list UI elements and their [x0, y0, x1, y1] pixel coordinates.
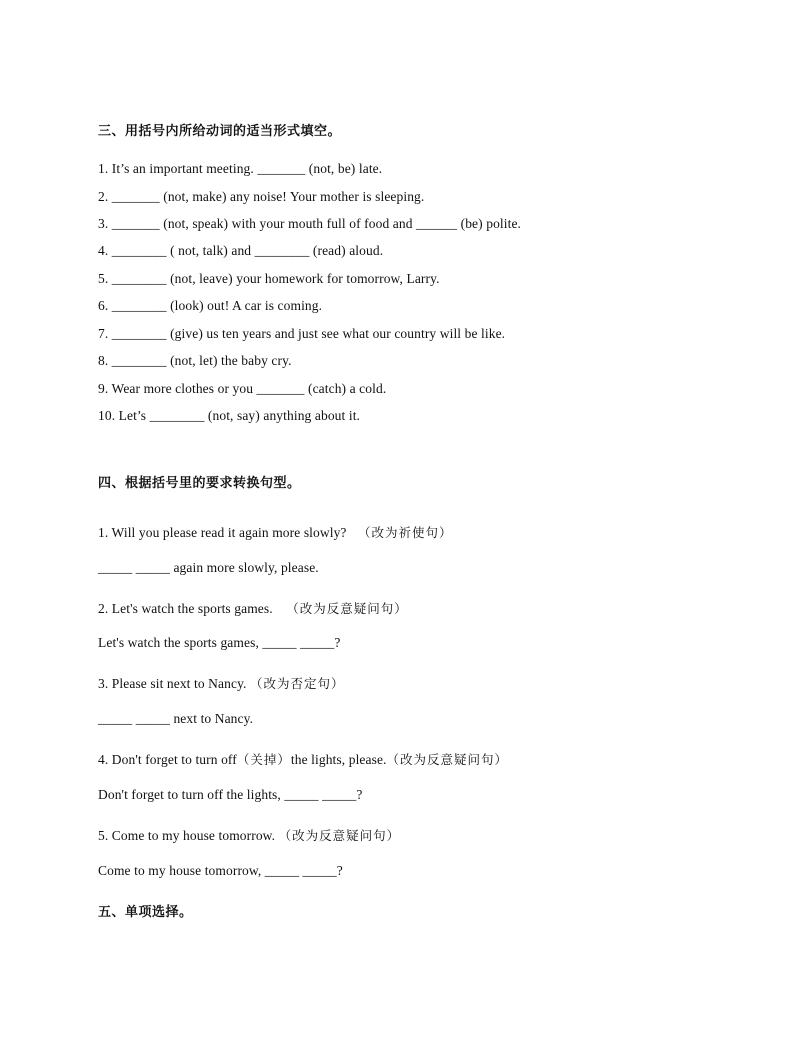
section-3-heading: 三、用括号内所给动词的适当形式填空。: [98, 124, 342, 139]
s3-item-4: 4. ________ ( not, talk) and ________ (read) aloud.: [98, 243, 384, 258]
s4-answer-5: Come to my house tomorrow, _____ _____?: [98, 863, 343, 878]
s4-answer-4: Don't forget to turn off the lights, _____ _____?: [98, 787, 363, 802]
s4-answer-2: Let's watch the sports games, _____ _____?: [98, 635, 341, 650]
section-4-heading: 四、根据括号里的要求转换句型。: [98, 476, 301, 491]
s3-item-5: 5. ________ (not, leave) your homework for tomorrow, Larry.: [98, 271, 440, 286]
section-5-heading: 五、单项选择。: [98, 905, 193, 920]
s4-question-3-instruction: （改为否定句）: [250, 676, 345, 691]
s4-answer-1: _____ _____ again more slowly, please.: [98, 560, 319, 575]
s3-item-2: 2. _______ (not, make) any noise! Your mother is sleeping.: [98, 189, 425, 204]
s4-question-5-text: 5. Come to my house tomorrow.: [98, 828, 276, 843]
s4-question-4-text-end: the lights, please.: [290, 752, 387, 767]
s4-question-5-instruction: （改为反意疑问句）: [278, 828, 401, 843]
s4-question-3: [98, 674, 345, 692]
s4-answer-3: _____ _____ next to Nancy.: [98, 711, 254, 726]
s4-question-4-gloss: （关掉）: [236, 752, 291, 767]
s4-question-4: [98, 750, 508, 768]
s3-item-9: 9. Wear more clothes or you _______ (catch) a cold.: [98, 381, 387, 396]
s3-item-1: 1. It’s an important meeting. _______ (not, be) late.: [98, 161, 383, 176]
s4-question-1-text: 1. Will you please read it again more slowly?: [98, 525, 347, 540]
s4-question-4-text-start: 4. Don't forget to turn off: [98, 752, 237, 767]
s4-question-4-instruction: （改为反意疑问句）: [386, 752, 509, 767]
s4-question-2-text: 2. Let's watch the sports games.: [98, 601, 273, 616]
s4-question-1: [98, 523, 453, 541]
s3-item-7: 7. ________ (give) us ten years and just see what our country will be like.: [98, 326, 506, 341]
s4-question-2: [98, 599, 408, 617]
s4-question-2-instruction: （改为反意疑问句）: [286, 601, 408, 616]
s3-item-6: 6. ________ (look) out! A car is coming.: [98, 298, 323, 313]
s3-item-8: 8. ________ (not, let) the baby cry.: [98, 353, 292, 368]
s4-question-3-text: 3. Please sit next to Nancy.: [98, 676, 247, 691]
s4-question-5: [98, 826, 400, 844]
s4-question-1-instruction: （改为祈使句）: [358, 525, 453, 540]
s3-item-10: 10. Let’s ________ (not, say) anything about it.: [98, 408, 361, 423]
s3-item-3: 3. _______ (not, speak) with your mouth full of food and ______ (be) polite.: [98, 216, 522, 231]
